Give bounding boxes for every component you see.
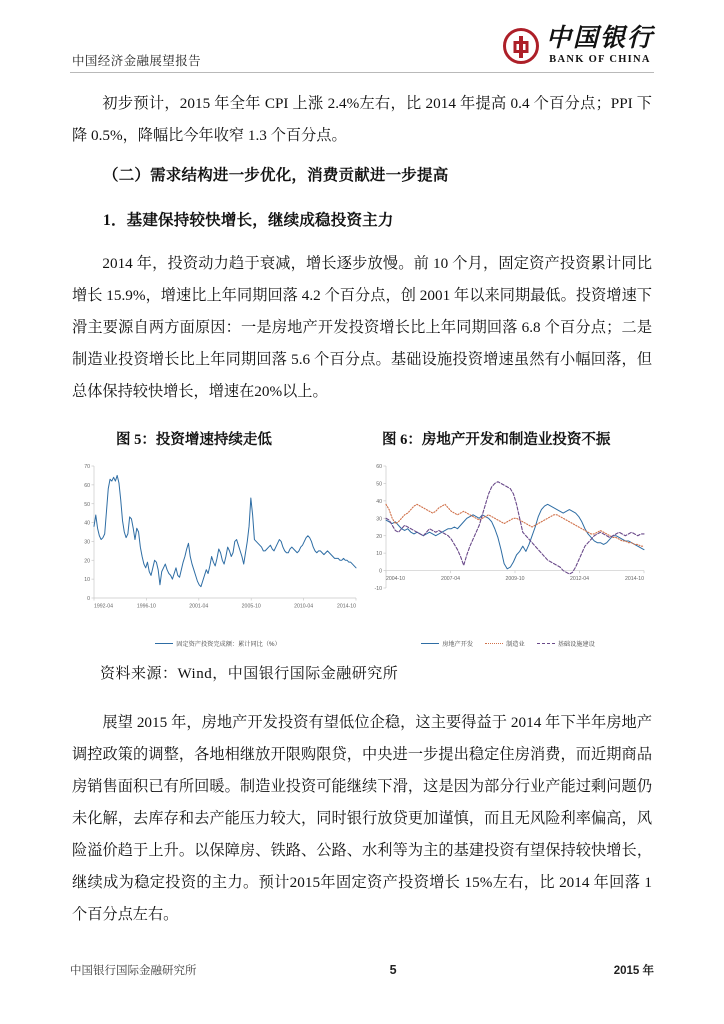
svg-text:30: 30 — [376, 516, 382, 523]
svg-text:40: 40 — [84, 520, 90, 527]
svg-text:60: 60 — [84, 482, 90, 489]
paragraph-investment-2014: 2014 年，投资动力趋于衰减，增长逐步放慢。前 10 个月，固定资产投资累计同比增长 15.9%，增速比上年同期回落 4.2 个百分点，创 2001 年以来同期最低。投资增速下滑主要源自两方面原因：一是房地产开发投资增长比上年同期回落 6.8 个百分点；二是制造业投资增长比上年同期回落 5.6 个百分点。基础设施投资增速虽然有小幅回落，但总体保持较快增长，增速在20%以上。 — [72, 255, 652, 400]
svg-text:20: 20 — [84, 558, 90, 565]
svg-text:2014-10: 2014-10 — [624, 576, 644, 583]
bank-of-china-logo — [503, 22, 654, 70]
figure-6-title: 图 6：房地产开发和制造业投资不振 — [382, 432, 611, 448]
legend-item-fai — [155, 639, 281, 648]
figure-5-legend — [72, 639, 364, 648]
figure-5-svg — [72, 458, 364, 626]
figure-titles-row — [72, 428, 652, 449]
svg-text:1996-10: 1996-10 — [136, 603, 156, 610]
svg-text:2010-04: 2010-04 — [294, 603, 314, 610]
svg-text:2007-04: 2007-04 — [440, 576, 461, 583]
svg-text:50: 50 — [376, 481, 382, 488]
svg-text:2014-10: 2014-10 — [336, 603, 356, 610]
svg-text:2012-04: 2012-04 — [569, 576, 590, 583]
figure-6-legend — [364, 639, 652, 648]
legend-line-icon-manufacturing — [485, 643, 503, 644]
paragraph-cpi-forecast: 初步预计，2015 年全年 CPI 上涨 2.4%左右，比 2014 年提高 0.4 个百分点；PPI 下降 0.5%，降幅比今年收窄 1.3 个百分点。 — [72, 95, 652, 144]
subsection-heading: 1．基建保持较快增长，继续成稳投资主力 — [103, 212, 394, 229]
svg-text:30: 30 — [84, 539, 90, 546]
report-title: 中国经济金融展望报告 — [72, 54, 202, 68]
figure-5-chart — [72, 458, 364, 648]
legend-line-icon-fai — [155, 643, 173, 644]
data-source-line: 资料来源：Wind，中国银行国际金融研究所 — [100, 666, 399, 682]
svg-text:10: 10 — [376, 551, 382, 558]
footer-page-number: 5 — [389, 963, 397, 977]
svg-text:70: 70 — [84, 464, 90, 471]
legend-label-fai: 固定资产投资完成额：累计同比（%） — [176, 641, 281, 648]
svg-text:2009-10: 2009-10 — [505, 576, 525, 583]
svg-text:20: 20 — [376, 533, 382, 540]
svg-text:0: 0 — [87, 596, 90, 603]
boc-name-en: BANK OF CHINA — [549, 54, 651, 66]
page-footer — [70, 962, 654, 978]
footer-year: 2015 年 — [613, 965, 654, 977]
legend-item-realestate — [421, 639, 473, 648]
legend-line-icon-infrastructure — [537, 643, 555, 644]
svg-text:2004-10: 2004-10 — [386, 576, 406, 583]
figure-6-chart — [364, 458, 652, 648]
svg-text:60: 60 — [376, 464, 382, 471]
svg-text:50: 50 — [84, 501, 90, 508]
svg-text:40: 40 — [376, 498, 382, 505]
legend-item-manufacturing — [485, 639, 525, 648]
legend-label-realestate: 房地产开发 — [442, 641, 474, 648]
svg-text:-10: -10 — [374, 586, 382, 593]
svg-text:1992-04: 1992-04 — [94, 603, 114, 610]
svg-text:0: 0 — [379, 568, 382, 575]
legend-label-manufacturing: 制造业 — [506, 641, 525, 648]
header-divider — [70, 72, 654, 73]
figures-row — [72, 458, 652, 648]
legend-line-icon-realestate — [421, 643, 439, 644]
boc-wordmark — [546, 26, 654, 66]
svg-text:10: 10 — [84, 577, 90, 584]
legend-item-infrastructure — [537, 639, 595, 648]
boc-coin-icon — [503, 28, 539, 64]
page-header — [70, 22, 654, 84]
paragraph-outlook-2015: 展望 2015 年，房地产开发投资有望低位企稳，这主要得益于 2014 年下半年房地产调控政策的调整，各地相继放开限购限贷，中央进一步提出稳定住房消费，而近期商品房销售面积已有所回暖。制造业投资可能继续下滑，这是因为部分行业产能过剩问题仍未化解，去库存和去产能压力较大，同时银行放贷更加谨慎，而且无风险利率偏高，风险溢价趋于上升。以保障房、铁路、公路、水利等为主的基建投资有望保持较快增长，继续成为稳定投资的主力。预计2015年固定资产投资增长 15%左右，比 2014 年回落 1 个百分点左右。 — [72, 714, 652, 923]
svg-text:2005-10: 2005-10 — [241, 603, 261, 610]
figure-6-svg — [364, 458, 652, 626]
legend-label-infrastructure: 基础设施建设 — [557, 641, 595, 648]
footer-institution: 中国银行国际金融研究所 — [70, 965, 197, 977]
svg-text:2001-04: 2001-04 — [189, 603, 209, 610]
figure-5-title: 图 5：投资增速持续走低 — [116, 432, 272, 448]
section-heading: （二）需求结构进一步优化，消费贡献进一步提高 — [103, 167, 449, 184]
boc-name-cn: 中国银行 — [545, 25, 654, 53]
